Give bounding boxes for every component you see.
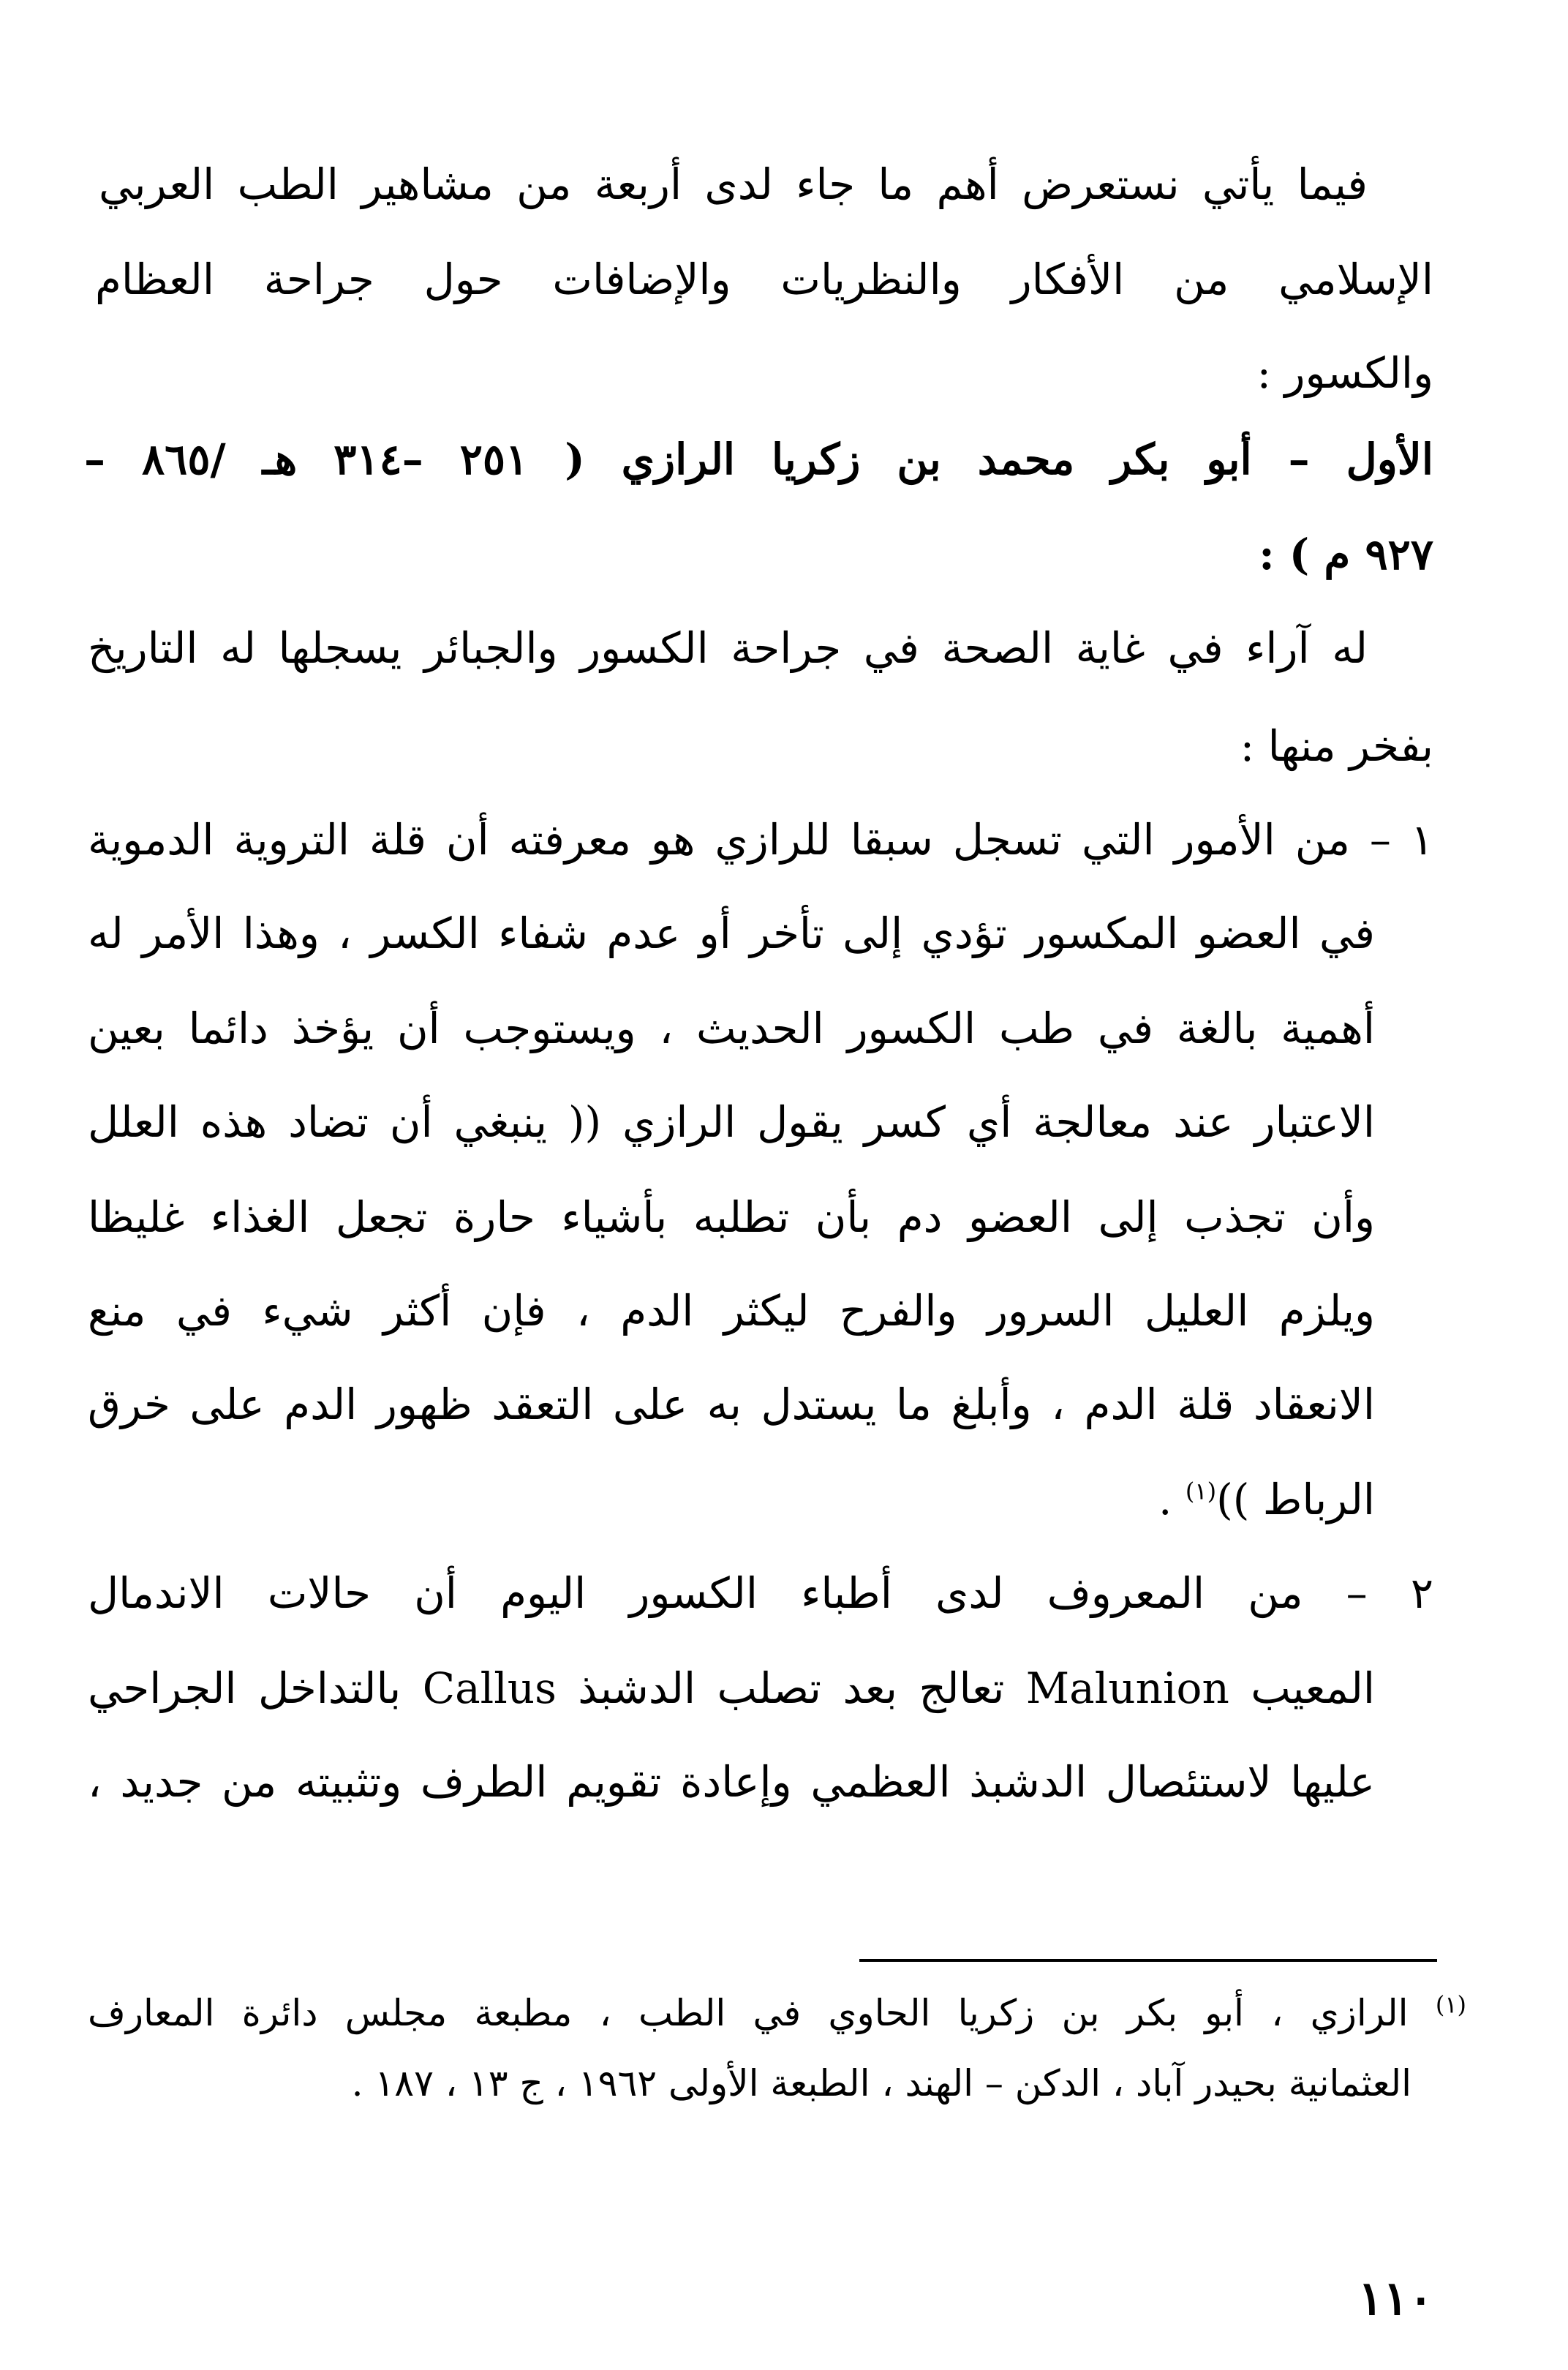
item2-line-2: المعيب Malunion تعالج بعد تصلب الدشبذ Callus بالتداخل الجراحي (88, 1663, 1375, 1713)
item1-line-6: ويلزم العليل السرور والفرح ليكثر الدم ، فإن أكثر شيء في منع (88, 1286, 1375, 1336)
intro-line-2: الإسلامي من الأفكار والنظريات والإضافات حول جراحة العظام (95, 255, 1433, 304)
heading-line-1: الأول – أبو بكر محمد بن زكريا الرازي ( ٢٥١ –٣١٤ هـ /٨٦٥ – (84, 434, 1433, 484)
para1-line-1: له آراء في غاية الصحة في جراحة الكسور والجبائر يسجلها له التاريخ (88, 623, 1368, 673)
item1-line-8-end: . (1158, 1475, 1186, 1524)
footnote-line-1 (88, 1987, 1466, 2039)
para1-line-2: بفخر منها : (1240, 721, 1433, 771)
item1-line-4: الاعتبار عند معالجة أي كسر يقول الرازي (( ينبغي أن تضاد هذه العلل (88, 1097, 1375, 1147)
footnote-line-2: العثمانية بحيدر آباد ، الدكن – الهند ، الطبعة الأولى ١٩٦٢ ، ج ١٣ ، ١٨٧ . (351, 2062, 1411, 2104)
footnote-reference: (١) (1185, 1477, 1217, 1505)
footnote-divider (859, 1959, 1437, 1962)
item2-line-3: عليها لاستئصال الدشبذ العظمي وإعادة تقويم الطرف وتثبيته من جديد ، (88, 1757, 1375, 1807)
item1-line-8 (951, 1470, 1375, 1529)
intro-line-1: فيما يأتي نستعرض أهم ما جاء لدى أربعة من مشاهير الطب العربي (99, 159, 1368, 209)
page-number: ١١٠ (1357, 2271, 1433, 2326)
item1-line-7: الانعقاد قلة الدم ، وأبلغ ما يستدل به على التعقد ظهور الدم على خرق (88, 1380, 1375, 1429)
item1-line-3: أهمية بالغة في طب الكسور الحديث ، ويستوجب أن يؤخذ دائما بعين (88, 1004, 1375, 1053)
item1-line-1: ١ – من الأمور التي تسجل سبقا للرازي هو معرفته أن قلة التروية الدموية (88, 815, 1433, 865)
item1-line-5: وأن تجذب إلى العضو دم بأن تطلبه بأشياء حارة تجعل الغذاء غليظا (88, 1192, 1375, 1242)
footnote-line-1-text: الرازي ، أبو بكر بن زكريا الحاوي في الطب ، مطبعة مجلس دائرة المعارف (88, 1992, 1436, 2034)
item2-line-1: ٢ – من المعروف لدى أطباء الكسور اليوم أن حالات الاندمال (88, 1568, 1433, 1618)
item1-line-8-text: الرباط )) (1216, 1475, 1375, 1524)
item1-line-2: في العضو المكسور تؤدي إلى تأخر أو عدم شفاء الكسر ، وهذا الأمر له (88, 908, 1375, 958)
intro-line-3: والكسور : (1256, 348, 1433, 398)
footnote-marker: (١) (1435, 1990, 1466, 2019)
heading-line-2: ٩٢٧ م ) : (1259, 530, 1433, 579)
